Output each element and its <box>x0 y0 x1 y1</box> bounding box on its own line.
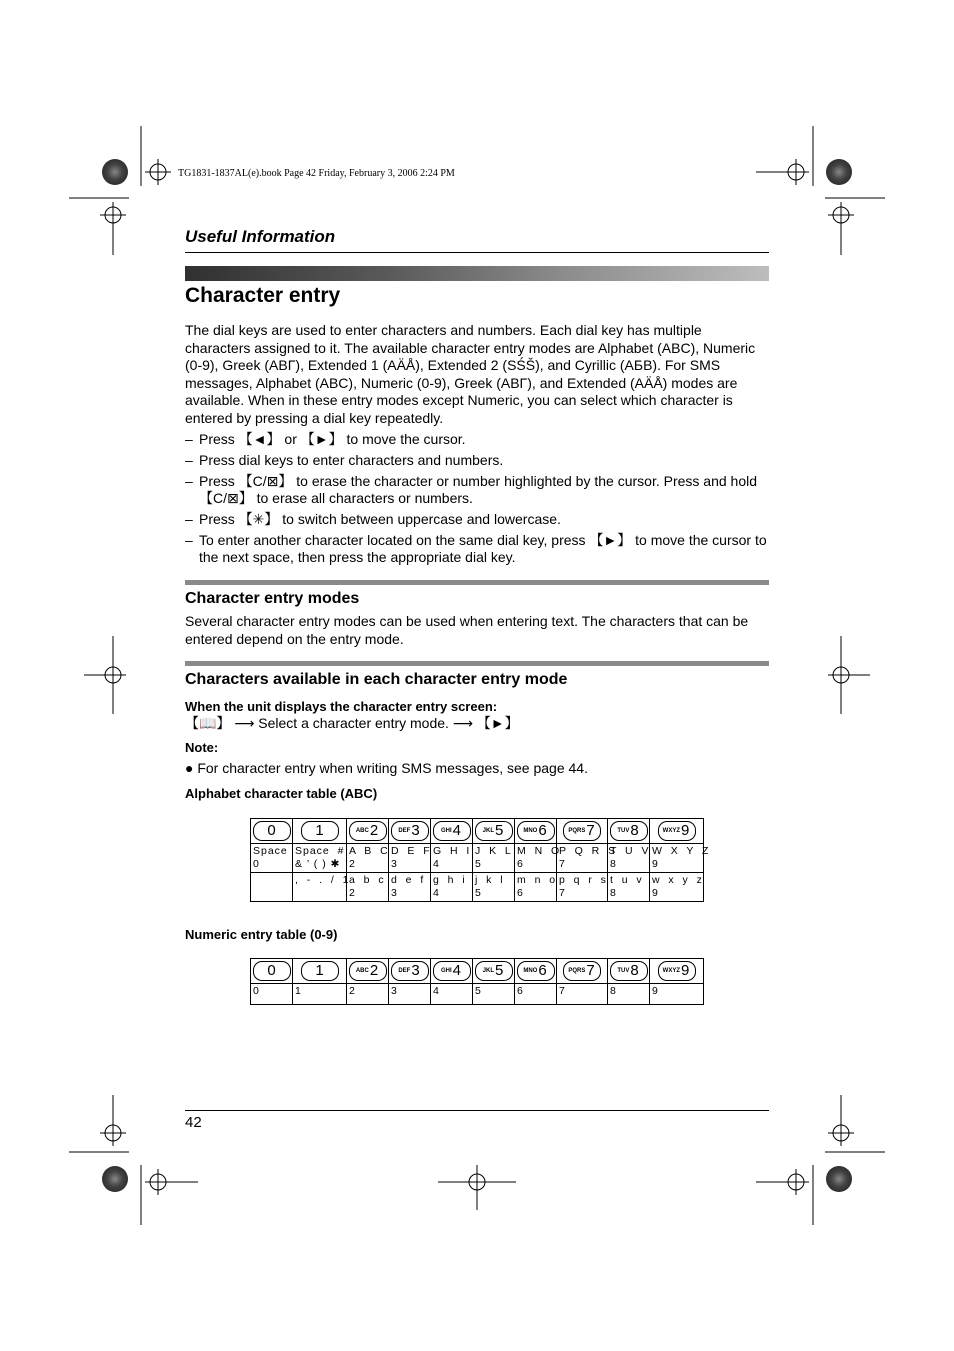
key-digit: 4 <box>452 962 462 980</box>
alphabet-lower-cell <box>389 873 431 902</box>
available-heading: Characters available in each character entry mode <box>185 671 568 688</box>
key-8-icon <box>610 961 648 981</box>
alphabet-lower-cell <box>515 873 557 902</box>
cell-line: A B C <box>349 845 389 857</box>
cell-line: Space <box>253 845 288 857</box>
numeric-value-cell: 2 <box>347 984 389 1005</box>
dial-key-5 <box>473 959 515 984</box>
modes-paragraph: Several character entry modes can be used when entering text. The characters that can be entered depend on the entry mode. <box>185 613 749 647</box>
key-letters: WXYZ <box>662 968 680 975</box>
cell-line: W X Y Z <box>652 845 710 857</box>
key-digit: 9 <box>681 962 691 980</box>
cell-line: 3 <box>391 858 398 870</box>
key-letters: DEF <box>398 828 411 835</box>
cell-line: 7 <box>559 887 566 899</box>
dial-key-6 <box>515 959 557 984</box>
dial-key-1 <box>293 819 347 844</box>
key-digit: 0 <box>267 822 277 840</box>
alphabet-upper-cell <box>650 844 710 873</box>
key-digit: 5 <box>495 962 505 980</box>
cell-line: j k l <box>475 874 504 886</box>
key-letters: TUV <box>617 828 630 835</box>
cell-line <box>253 887 290 900</box>
dial-key-8 <box>608 819 650 844</box>
numeric-table <box>250 958 704 1005</box>
intro-paragraph: The dial keys are used to enter characters and numbers. Each dial key has multiple characters assigned to it. The available character entry modes are Alphabet (ABC), Numeric (0-9), Greek (ΑΒΓ), Extended 1 (AÄÅ), Extended 2 (SŚŠ), and Cyrillic (АБВ). For SMS messages, Alphabet (ABC), Numeric (0-9), Greek (ΑΒΓ), and Extended (AÄÅ) modes are available. When in these entry modes except Numeric, you can select which character is entered by pressing a dial key repeatedly. <box>185 322 756 426</box>
alphabet-caption: Alphabet character table (ABC) <box>185 786 378 801</box>
cell-line: , - . / 1 <box>295 874 350 886</box>
numeric-value-cell: 3 <box>389 984 431 1005</box>
dial-key-8 <box>608 959 650 984</box>
key-0-icon <box>253 961 291 981</box>
numeric-value-cell: 8 <box>608 984 650 1005</box>
cell-line: m n o <box>517 874 557 886</box>
cell-line: D E F <box>391 845 431 857</box>
dial-key-7 <box>557 819 608 844</box>
alphabet-lower-cell <box>608 873 650 902</box>
cell-line: 9 <box>652 887 659 899</box>
key-letters: DEF <box>398 968 411 975</box>
key-letters: JKL <box>482 828 494 835</box>
cell-line: 7 <box>559 858 566 870</box>
cell-line: G H I <box>433 845 471 857</box>
cell-line: P Q R S <box>559 845 617 857</box>
cell-line: 2 <box>349 858 356 870</box>
key-letters: PQRS <box>568 968 586 975</box>
cell-line: g h i <box>433 874 466 886</box>
cell-line: a b c <box>349 874 385 886</box>
key-letters: JKL <box>482 968 494 975</box>
dial-key-6 <box>515 819 557 844</box>
numeric-value-cell: 5 <box>473 984 515 1005</box>
cell-line: 9 <box>652 858 659 870</box>
alphabet-lower-cell <box>650 873 704 902</box>
note-label: Note: <box>185 740 219 755</box>
cell-line: 6 <box>517 858 524 870</box>
section-divider-available <box>185 661 769 666</box>
dial-key-4 <box>431 959 473 984</box>
key-5-icon <box>475 821 513 841</box>
key-4-icon <box>433 821 471 841</box>
key-digit: 1 <box>315 822 325 840</box>
section-divider-modes <box>185 580 769 585</box>
dial-key-0 <box>251 819 293 844</box>
header-rule <box>185 252 769 253</box>
alphabet-lower-cell <box>347 873 389 902</box>
key-letters: GHI <box>440 968 452 975</box>
cell-line: & ’ ( ) ✱ <box>295 858 341 870</box>
alphabet-upper-cell <box>473 844 515 873</box>
key-digit: 1 <box>315 962 325 980</box>
dial-key-3 <box>389 819 431 844</box>
key-digit: 7 <box>586 962 596 980</box>
key-digit: 0 <box>267 962 277 980</box>
key-2-icon <box>349 821 387 841</box>
key-letters: TUV <box>617 968 630 975</box>
key-letters: MNO <box>523 828 538 835</box>
alphabet-upper-cell <box>389 844 431 873</box>
list-item: – Press 【C/⊠】 to erase the character or number highlighted by the cursor. Press and hold 【C/⊠】 to erase all characters or numbers. <box>185 473 769 507</box>
key-digit: 7 <box>586 822 596 840</box>
key-digit: 3 <box>411 822 421 840</box>
key-4-icon <box>433 961 471 981</box>
key-letters: MNO <box>523 968 538 975</box>
cell-line: 4 <box>433 887 440 899</box>
page-title: Character entry <box>185 284 341 307</box>
key-digit: 6 <box>538 822 548 840</box>
cell-line: d e f <box>391 874 425 886</box>
page-number: 42 <box>185 1114 202 1131</box>
key-3-icon <box>391 821 429 841</box>
key-0-icon <box>253 821 291 841</box>
alphabet-lower-cell <box>293 873 350 902</box>
alphabet-upper-cell <box>608 844 650 873</box>
dial-key-5 <box>473 819 515 844</box>
alphabet-upper-cell <box>557 844 617 873</box>
print-header: TG1831-1837AL(e).book Page 42 Friday, February 3, 2006 2:24 PM <box>178 168 455 179</box>
cell-line: Space # <box>295 845 345 857</box>
list-item: – Press 【◄】 or 【►】 to move the cursor. <box>185 431 769 448</box>
key-letters: GHI <box>440 828 452 835</box>
cell-line: 0 <box>253 858 260 870</box>
cell-line: 5 <box>475 858 482 870</box>
key-digit: 8 <box>630 962 640 980</box>
key-2-icon <box>349 961 387 981</box>
key-8-icon <box>610 821 648 841</box>
key-digit: 4 <box>452 822 462 840</box>
numeric-value-cell: 0 <box>251 984 293 1005</box>
key-7-icon <box>563 961 601 981</box>
when-steps: 【📖】 ⟶ Select a character entry mode. ⟶ 【►】 <box>185 715 519 731</box>
cell-line: J K L <box>475 845 512 857</box>
alphabet-lower-cell <box>431 873 473 902</box>
cell-line: T U V <box>610 845 650 857</box>
cell-line: 4 <box>433 858 440 870</box>
key-9-icon <box>658 961 696 981</box>
key-6-icon <box>517 821 555 841</box>
list-item: – Press dial keys to enter characters and numbers. <box>185 452 769 469</box>
alphabet-upper-cell <box>431 844 473 873</box>
alphabet-lower-cell <box>251 873 293 902</box>
key-digit: 8 <box>630 822 640 840</box>
dial-key-2 <box>347 819 389 844</box>
list-item: – To enter another character located on the same dial key, press 【►】 to move the cursor to the next space, then press the appropriate dial key. <box>185 532 769 566</box>
numeric-value-cell: 4 <box>431 984 473 1005</box>
alphabet-upper-cell <box>347 844 389 873</box>
key-digit: 2 <box>369 822 380 840</box>
key-7-icon <box>563 821 601 841</box>
key-digit: 5 <box>495 822 505 840</box>
section-label: Useful Information <box>185 227 336 246</box>
modes-heading: Character entry modes <box>185 590 360 607</box>
cell-line: 2 <box>349 887 356 899</box>
key-digit: 2 <box>369 962 380 980</box>
numeric-value-cell: 6 <box>515 984 557 1005</box>
dial-key-9 <box>650 819 704 844</box>
key-9-icon <box>658 821 696 841</box>
key-1-icon <box>301 961 339 981</box>
dial-key-7 <box>557 959 608 984</box>
note-text: ● For character entry when writing SMS messages, see page 44. <box>185 760 588 776</box>
numeric-value-cell: 7 <box>557 984 608 1005</box>
key-1-icon <box>301 821 339 841</box>
alphabet-table <box>250 818 710 902</box>
cell-line: M N O <box>517 845 561 857</box>
dial-key-3 <box>389 959 431 984</box>
key-digit: 9 <box>681 822 691 840</box>
cell-line: 8 <box>610 858 617 870</box>
dial-key-4 <box>431 819 473 844</box>
cell-line: p q r s <box>559 874 607 886</box>
instruction-list <box>185 431 769 570</box>
key-letters: WXYZ <box>662 828 680 835</box>
cell-line: 6 <box>517 887 524 899</box>
cell-line <box>253 874 290 887</box>
key-6-icon <box>517 961 555 981</box>
title-gradient-bar <box>185 266 769 281</box>
key-letters: PQRS <box>568 828 586 835</box>
key-letters: ABC <box>355 968 369 975</box>
numeric-value-cell: 1 <box>293 984 347 1005</box>
cell-line: 5 <box>475 887 482 899</box>
dial-key-0 <box>251 959 293 984</box>
dial-key-2 <box>347 959 389 984</box>
alphabet-upper-cell <box>251 844 293 873</box>
key-letters: ABC <box>355 828 369 835</box>
key-5-icon <box>475 961 513 981</box>
cell-line: 8 <box>610 887 617 899</box>
alphabet-upper-cell <box>293 844 347 873</box>
alphabet-lower-cell <box>473 873 515 902</box>
numeric-caption: Numeric entry table (0-9) <box>185 927 338 942</box>
cell-line: 3 <box>391 887 398 899</box>
cell-line <box>295 887 344 900</box>
alphabet-upper-cell <box>515 844 561 873</box>
dial-key-9 <box>650 959 704 984</box>
cell-line: w x y z <box>652 874 703 886</box>
key-3-icon <box>391 961 429 981</box>
dial-key-1 <box>293 959 347 984</box>
cell-line: t u v <box>610 874 643 886</box>
footer-rule <box>185 1110 769 1111</box>
key-digit: 6 <box>538 962 548 980</box>
when-label: When the unit displays the character entry screen: <box>185 699 498 714</box>
list-item: – Press 【✳】 to switch between uppercase and lowercase. <box>185 511 769 528</box>
alphabet-lower-cell <box>557 873 608 902</box>
key-digit: 3 <box>411 962 421 980</box>
numeric-value-cell: 9 <box>650 984 704 1005</box>
